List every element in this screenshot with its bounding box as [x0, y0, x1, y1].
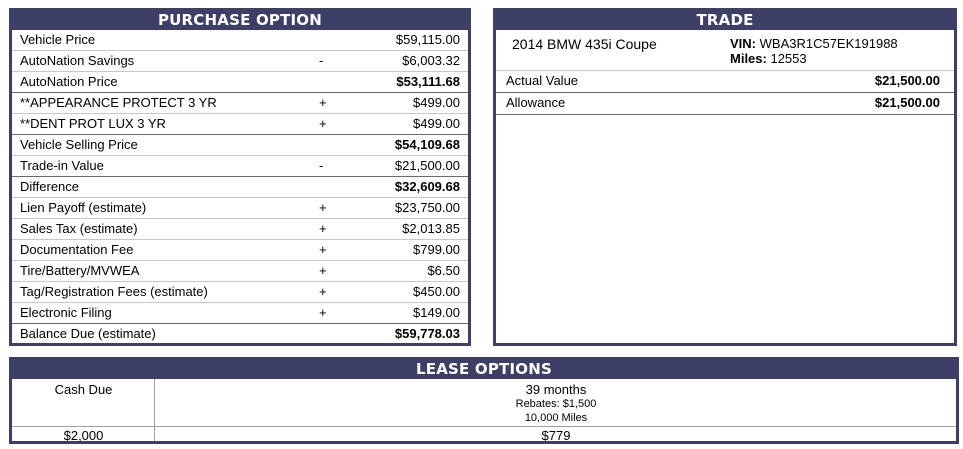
- row-label: Balance Due (estimate): [20, 326, 156, 341]
- purchase-row-sales-tax: [12, 219, 468, 240]
- row-amount: $54,109.68: [394, 137, 460, 152]
- row-label: Sales Tax (estimate): [20, 221, 138, 236]
- vin-value: WBA3R1C57EK191988: [759, 36, 898, 51]
- lease-miles: 10,000 Miles: [524, 412, 588, 424]
- miles-label: Miles:: [730, 51, 767, 66]
- row-sign: +: [319, 221, 327, 236]
- trade-header: TRADE: [496, 11, 954, 30]
- purchase-row-tag-registration: [12, 282, 468, 303]
- row-label: Lien Payoff (estimate): [20, 200, 147, 215]
- row-label: **APPEARANCE PROTECT 3 YR: [20, 95, 217, 110]
- cash-due-label: Cash Due: [54, 382, 113, 397]
- purchase-row-lien-payoff: [12, 198, 468, 219]
- lease-cash-due-column: [12, 379, 155, 441]
- row-amount: $149.00: [413, 305, 460, 320]
- row-amount: $6,003.32: [402, 53, 460, 68]
- row-label: AutoNation Savings: [20, 53, 135, 68]
- row-sign: +: [319, 284, 327, 299]
- purchase-row-tire-battery: [12, 261, 468, 282]
- lease-term-column: [156, 379, 956, 441]
- purchase-row-documentation-fee: [12, 240, 468, 261]
- trade-row-actual-value: [496, 71, 954, 93]
- miles-value: 12553: [770, 51, 807, 66]
- row-label: Vehicle Selling Price: [20, 137, 138, 152]
- row-amount: $450.00: [413, 284, 460, 299]
- vin-label: VIN:: [730, 36, 756, 51]
- row-amount: $21,500.00: [874, 73, 940, 88]
- lease-term: 39 months: [525, 382, 587, 397]
- row-sign: +: [319, 95, 327, 110]
- row-amount: $499.00: [413, 95, 460, 110]
- purchase-row-balance-due: [12, 324, 468, 345]
- trade-row-allowance: [496, 93, 954, 115]
- row-amount: $499.00: [413, 116, 460, 131]
- purchase-row-vehicle-price: [12, 30, 468, 51]
- row-label: Electronic Filing: [20, 305, 112, 320]
- row-amount: $21,500.00: [874, 95, 940, 110]
- trade-vehicle-model: 2014 BMW 435i Coupe: [512, 36, 657, 52]
- purchase-row-electronic-filing: [12, 303, 468, 324]
- lease-divider: [12, 426, 956, 427]
- row-amount: $21,500.00: [394, 158, 460, 173]
- purchase-row-difference: [12, 177, 468, 198]
- trade-miles: [730, 51, 807, 66]
- row-amount: $2,013.85: [402, 221, 460, 236]
- row-label: Tag/Registration Fees (estimate): [20, 284, 208, 299]
- row-amount: $799.00: [413, 242, 460, 257]
- row-sign: +: [319, 263, 327, 278]
- trade-vin: [730, 36, 898, 51]
- row-sign: +: [319, 305, 327, 320]
- row-label: Vehicle Price: [20, 32, 96, 47]
- purchase-option-header: PURCHASE OPTION: [12, 11, 468, 30]
- row-amount: $32,609.68: [394, 179, 460, 194]
- purchase-row-autonation-savings: [12, 51, 468, 72]
- row-label: Actual Value: [506, 73, 579, 88]
- purchase-row-dent-protect: [12, 114, 468, 135]
- trade-vehicle-info: [496, 30, 954, 71]
- row-amount: $53,111.68: [396, 74, 460, 89]
- row-label: Trade-in Value: [20, 158, 104, 173]
- row-label: Tire/Battery/MVWEA: [20, 263, 140, 278]
- row-label: Difference: [20, 179, 80, 194]
- lease-table: [12, 379, 956, 441]
- purchase-row-autonation-price: [12, 72, 468, 93]
- lease-rebates: Rebates: $1,500: [515, 398, 597, 410]
- row-amount: $6.50: [427, 263, 460, 278]
- lease-payment: $779: [541, 428, 571, 443]
- row-sign: -: [319, 53, 324, 68]
- lease-options-panel: [9, 357, 959, 444]
- purchase-row-vehicle-selling-price: [12, 135, 468, 156]
- row-amount: $59,778.03: [394, 326, 460, 341]
- row-label: **DENT PROT LUX 3 YR: [20, 116, 166, 131]
- row-sign: +: [319, 200, 327, 215]
- row-sign: +: [319, 116, 327, 131]
- purchase-row-trade-in-value: [12, 156, 468, 177]
- trade-panel: [493, 8, 957, 346]
- row-amount: $23,750.00: [394, 200, 460, 215]
- row-amount: $59,115.00: [395, 32, 460, 47]
- row-sign: +: [319, 242, 327, 257]
- row-label: Documentation Fee: [20, 242, 134, 257]
- row-label: AutoNation Price: [20, 74, 118, 89]
- purchase-row-appearance-protect: [12, 93, 468, 114]
- cash-due-value: $2,000: [63, 428, 104, 443]
- lease-options-header: LEASE OPTIONS: [12, 360, 956, 379]
- purchase-option-panel: [9, 8, 471, 346]
- row-sign: -: [319, 158, 324, 173]
- row-label: Allowance: [506, 95, 566, 110]
